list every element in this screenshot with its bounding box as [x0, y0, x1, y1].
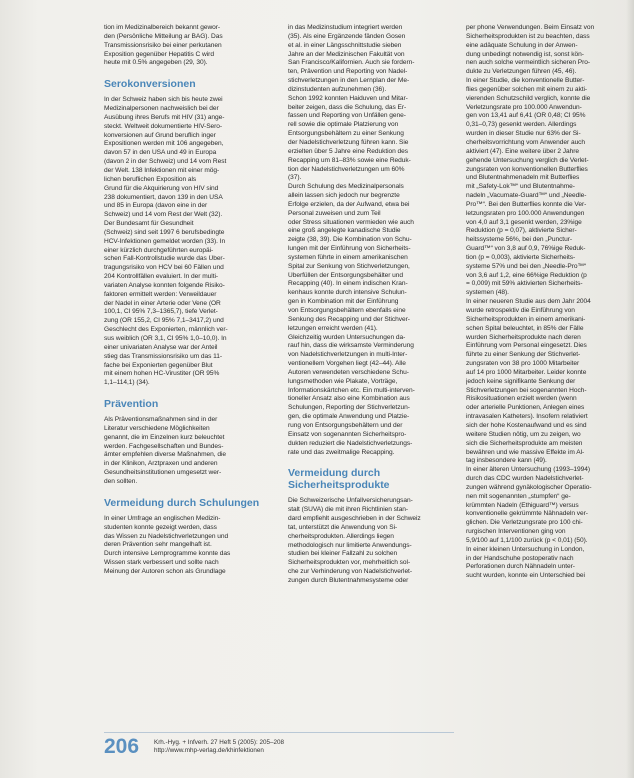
text-line: oder arterielle Punktionen, Anlegen eines	[466, 404, 585, 412]
text-line: studenten konnte gezeigt werden, dass	[104, 523, 217, 531]
text-line: Erfolge erzielen, da der Aufwand, etwa bei	[288, 200, 410, 208]
text-line: Personal zuweisen und zum Teil	[288, 209, 381, 217]
text-line: konversionen auf Grund beruflich inger	[104, 131, 216, 139]
text-line: Schon 1992 konnten Haiduven und Mitar-	[288, 94, 408, 102]
text-line: Gleichzeitig wurden Untersuchungen da-	[288, 333, 406, 341]
text-line: et al. in einer Längsschnittstudie sieben	[288, 41, 402, 49]
text-line: San Francisco/Kalifornien. Auch sie fordern-	[288, 59, 415, 67]
text-line: Jahre an der Medizinischen Fakultät von	[288, 50, 405, 58]
text-line: In einer Umfrage an englischen Medizin-	[104, 514, 221, 522]
text-line: aktiviert (47). Eine weitere über 2 Jahre	[466, 147, 580, 155]
text-line: rell sowie die optimale Platzierung von	[288, 121, 399, 129]
text-line: kenhaus konnte durch intensive Schulun-	[288, 289, 407, 297]
text-line: Informationskärtchen etc. Ein multi-interven-	[288, 386, 415, 394]
text-line: den (Persönliche Mitteilung ar BAG). Das	[104, 32, 223, 40]
text-line: fache bei Exponierten gegenüber Blut	[104, 361, 213, 369]
text-line: bewähren und wie massive Effekte im Al-	[466, 448, 585, 456]
text-line: einer kürzlich durchgeführten europäi-	[104, 246, 214, 254]
text-line: stichverletzungen in den Lernplan der Me-	[288, 77, 410, 85]
text-line: systemen führte in einem amerikanischen	[288, 253, 408, 261]
text-line: tat, unterstützt die Anwendung von Si-	[288, 523, 398, 531]
text-line: Überfüllen der Entsorgungsbehälter und	[288, 271, 404, 279]
text-line: oder Stress situationen vermieden wie auch	[288, 218, 414, 226]
text-line: Exposition gegenüber Hepatitis C wird	[104, 50, 214, 58]
text-line: rurgischen Interventionen ging von	[466, 528, 566, 536]
text-line: von Nadelstichverletzungen in multi-Inter-	[288, 351, 408, 359]
text-line: tion im Medizinalbereich bekannt gewor-	[104, 24, 221, 31]
text-line: tragungsrisiko von HCV bei 60 Fällen und	[104, 264, 224, 272]
text-line: deren Prävention sehr mangelhaft ist.	[104, 541, 212, 549]
text-line: in der Handschuhe postoperativ nach	[466, 554, 574, 562]
text-line: (35). Als eine Ergänzende fänden Gosen	[288, 32, 406, 40]
text-line: ämter empfehlen diverse Maßnahmen, die	[104, 451, 226, 459]
citation-url: http://www.mhp-verlag.de/khinfektionen	[154, 747, 264, 754]
text-line: Sicherheitsprodukten vor, mehrheitlich sol-	[288, 559, 411, 567]
text-line: durch das CDC wurden Nadelstichverlet-	[466, 475, 584, 483]
text-line: Guard™“ von 3,8 auf 0,9, 76%ige Reduk-	[466, 245, 586, 253]
text-line: Prävention	[104, 398, 159, 411]
text-line: rate und das zweitmalige Recapping.	[288, 448, 395, 456]
text-line: 1,1–114,1) (34).	[104, 379, 150, 387]
text-line: Recapping (40). In einem indischen Kran-	[288, 280, 408, 288]
paragraph	[104, 96, 272, 388]
text-line: = 0,009) mit 59% aktivierten Sicherheits-	[466, 280, 583, 288]
text-line: Entsorgungsbehältern zu einer Senkung	[288, 130, 404, 138]
text-line: Einführung vom Personal eingesetzt. Dies	[466, 342, 587, 350]
text-line: von 4,0 auf 3,1 gesenkt werden, 23%ige	[466, 218, 582, 226]
text-line: 5,9/100 auf 1,1/100 zurück (p < 0,01) (50).	[466, 536, 588, 544]
text-line: einer univariaten Analyse war der Anteil	[104, 343, 218, 351]
text-line: gen von 13,41 auf 6,41 (OR 0,48; CI 95%	[466, 112, 586, 120]
footer-rule	[104, 732, 454, 733]
text-line: 238 dokumentiert, davon 139 in den USA	[104, 193, 223, 201]
text-line: flies gegenüber solchen mit einem zu akti-	[466, 85, 588, 93]
text-line: und Blutentnahmenadeln mit Butterflies	[466, 174, 580, 182]
text-line: Verletzungsrate pro 100.000 Anwendun-	[466, 103, 582, 111]
text-line: dung unbedingt notwendig ist, sonst kön-	[466, 50, 584, 58]
text-line: Schweiz) und 14 vom Rest der Welt (32).	[104, 211, 223, 219]
text-line: zungsraten von konventionellen Butterflies	[466, 165, 588, 173]
text-line: In einer Studie, die konventionelle Butter-	[466, 77, 585, 85]
column-left	[104, 24, 272, 585]
text-line: nen auch solche vermeintlich sicheren Pro-	[466, 59, 590, 67]
text-line: das Wissen zu Nadelstichverletzungen und	[104, 532, 229, 540]
text-line: gen in Kombination mit der Einführung	[288, 298, 399, 306]
text-line: Autoren verwendeten verschiedene Schu-	[288, 368, 409, 376]
text-line: Expositionen werden mit 106 angegeben,	[104, 140, 224, 148]
text-line: Durch intensive Lernprogramme konnte das	[104, 550, 231, 558]
text-line: tion (p = 0,003), aktivierte Sicherheits-	[466, 253, 576, 261]
text-line: systemen (48).	[466, 289, 509, 297]
text-line: variaten Analyse konnten folgende Risiko-	[104, 281, 225, 289]
text-line: Der Bundesamt für Gesundheit	[104, 220, 194, 228]
text-line: (Schweiz) sind seit 1997 6 berufsbedingte	[104, 228, 225, 236]
text-line: mit „Safety-Lok™“ und Blutentnahme-	[466, 183, 575, 191]
text-line: gehende Untersuchung verglich die Verlet-	[466, 156, 589, 164]
text-line: Geschlecht des Exponierten, männlich ver-	[104, 326, 228, 334]
paragraph	[104, 24, 272, 68]
text-line: glichen. Die Verletzungsrate pro 100 chi-	[466, 519, 583, 527]
text-line: rung von Entsorgungsbehältern und der	[288, 421, 403, 429]
column-right	[466, 24, 628, 589]
text-line: vierenden Schutzschild verglich, konnte die	[466, 94, 591, 102]
text-line: schen Spital beleuchtet, in 85% der Fälle	[466, 324, 584, 332]
text-line: lungen mit der Einführung von Sicherheits-	[288, 245, 411, 253]
text-line: zungen während gynäkologischer Operatio-	[466, 483, 592, 491]
text-line: In einer neueren Studie aus dem Jahr 2004	[466, 298, 591, 306]
text-line: letzungen erreicht werden (41).	[288, 324, 378, 332]
text-line: Serokonversionen	[104, 78, 196, 91]
text-line: systeme 57% und bei den „Needle-Pro™“	[466, 262, 587, 270]
text-line: heute mit 0.5% angegeben (29, 30).	[104, 59, 208, 67]
text-line: In einer älteren Untersuchung (1993–1994)	[466, 466, 591, 474]
page-edge-shadow	[626, 0, 634, 778]
text-line: fassen und Reporting von Unfällen gene-	[288, 112, 406, 120]
text-line: Literatur verschiedene Möglichkeiten	[104, 424, 210, 432]
text-line: che zur Verhinderung von Nadelstichverlet-	[288, 568, 412, 576]
text-line: faktoren ermittelt werden: Verweildauer	[104, 290, 217, 298]
citation-line: Krh.-Hyg. + Infverh. 27 Heft 5 (2005): 205–208	[154, 739, 285, 746]
text-line: tion der Nadelstichverletzungen um 60%	[288, 165, 405, 173]
paragraph	[288, 24, 454, 457]
text-line: der Nadelstichverletzung führen kann. Sie	[288, 138, 409, 146]
text-line: Reduktion (p = 0,07), aktivierte Sicher-	[466, 227, 577, 235]
text-line: 100,1, CI 95% 7,3–1365,7), tiefe Verlet-	[104, 308, 218, 316]
text-line: cherheitsprodukten. Allerdings liegen	[288, 532, 394, 540]
text-line: steckt. Weltweit dokumentierte HIV-Sero-	[104, 122, 223, 130]
text-line: HCV-Infektionen gemeldet worden (33). In	[104, 237, 226, 245]
text-line: ventionellem Vorgehen liegt (42–44). Alle	[288, 360, 406, 368]
text-line: konventionelle gekrümmte Nähnadeln ver-	[466, 510, 588, 518]
text-line: allein lassen sich jedoch nur begrenzte	[288, 192, 400, 200]
text-line: letzungsraten pro 100.000 Anwendungen	[466, 209, 585, 217]
text-line: In einer kleinen Untersuchung in London,	[466, 545, 585, 553]
text-line: Perforationen durch Nähnadeln unter-	[466, 563, 575, 571]
text-line: zung (OR 155,2, CI 95% 7,1–3417,2) und	[104, 317, 224, 325]
text-line: sucht wurden, konnte ein Unterschied bei	[466, 572, 585, 580]
text-line: dukte zu Verletzungen führen (45, 46).	[466, 68, 577, 76]
text-line: wurden in dieser Studie nur 63% der Si-	[466, 130, 581, 138]
text-line: schen Fall-Kontrollstudie wurde das Über-	[104, 255, 225, 263]
text-line: 0,31–0,73) gesenkt werden. Allerdings	[466, 121, 577, 129]
text-line: sus weiblich (OR 3,1, CI 95% 1,0–10,0). In	[104, 335, 227, 342]
text-line: ten, Prävention und Reporting von Nadel-	[288, 68, 408, 76]
text-line: (davon 2 in der Schweiz) und 14 vom Rest	[104, 158, 227, 166]
text-line: Meinung der Autoren schon als Grundlage	[104, 567, 226, 575]
text-line: krümmten Nadeln (Ethiguard™) versus	[466, 501, 579, 509]
page-footer	[104, 736, 454, 766]
text-line: dukten reduziert die Nadelstichverletzungs-	[288, 439, 413, 447]
text-line: sich die Sicherheitsprodukte am meisten	[466, 439, 583, 447]
text-line: tioneller Ansatz also eine Kombination aus	[288, 395, 410, 403]
text-line: genannt, die im Einzelnen kurz beleuchtet	[104, 433, 225, 441]
text-line: dard empfiehlt ausgeschrieben in der Schweiz	[288, 515, 421, 523]
text-line: Sicherheitsprodukte	[288, 479, 390, 492]
text-line: stieg das Transmissionsrisiko um das 11-	[104, 352, 223, 360]
text-line: (37).	[288, 174, 302, 182]
text-line: wurde retrospektiv die Einführung von	[466, 307, 575, 314]
text-line: Sicherheitsprodukten in einem amerikani-	[466, 315, 586, 323]
text-line: Wissen stark verbessert und sollte nach	[104, 559, 219, 567]
text-line: tag insbesondere kann (49).	[466, 457, 547, 465]
text-line: lichen beruflichen Exposition als	[104, 175, 197, 183]
section-heading	[104, 497, 272, 509]
text-line: Recapping um 81–83% sowie eine Reduk-	[288, 156, 411, 164]
text-line: der Nadel in einer Arterie oder Vene (OR	[104, 299, 221, 307]
text-line: cherheitsvorrichtung vom Anwender auch	[466, 138, 586, 146]
text-line: nen mit sogenannten „stumpfen“ ge-	[466, 492, 571, 500]
text-line: und 85 in Europa (davon eine in der	[104, 202, 208, 210]
text-line: intravasalen Katheters). Insofern relativiert	[466, 413, 588, 421]
text-line: eine adäquate Schulung in der Anwen-	[466, 41, 578, 49]
text-line: mit einem hohen HC-Virustiter (OR 95%	[104, 370, 220, 378]
text-line: von 3,6 auf 1,2, eine 66%ige Reduktion (p	[466, 271, 587, 279]
text-line: lungsmethoden wie Plakate, Vorträge,	[288, 377, 398, 385]
text-line: sich der hohe Kostenaufwand und es sind	[466, 421, 587, 429]
text-line: zungen durch Blutentnahmesysteme oder	[288, 576, 409, 584]
section-heading	[104, 398, 272, 410]
text-line: weitere Studien nötig, um zu zeigen, wo	[466, 430, 581, 438]
text-line: Stichverletzungen bei sogenannten Hoch-	[466, 386, 587, 394]
text-line: der Welt. 138 Infektionen mit einer mög-	[104, 166, 220, 174]
text-line: Medizinalpersonen nachweislich bei der	[104, 105, 219, 113]
text-line: den sollten.	[104, 477, 138, 485]
text-line: Transmissionsrisiko bei einer perkutanen	[104, 41, 222, 49]
text-line: werden. Fachgesellschaften und Bundes-	[104, 442, 224, 450]
text-line: in das Medizinstudium integriert werden	[288, 24, 403, 31]
text-line: Senkung des Recapping und der Stichver-	[288, 315, 410, 323]
text-line: Gesundheitsinstitutionen umgesetzt wer-	[104, 469, 222, 477]
text-line: dizinstudenten aufzunehmen (36).	[288, 85, 387, 93]
text-line: in der Klinikon, Arztpraxen und anderen	[104, 460, 218, 468]
text-line: In der Schweiz haben sich bis heute zwei	[104, 96, 223, 104]
paragraph	[288, 497, 454, 585]
text-line: Spital zur Senkung von Stichverletzungen,	[288, 262, 410, 270]
section-heading	[104, 78, 272, 90]
text-line: zungsraten von 38 pro 1000 Mitarbeiter	[466, 360, 580, 368]
text-line: Risikosituationen erzielt werden (wenn	[466, 395, 577, 403]
page-number: 206	[104, 735, 140, 758]
text-line: Als Präventionsmaßnahmen sind in der	[104, 416, 218, 424]
text-line: Einsatz von sogenannten Sicherheitspro-	[288, 430, 407, 438]
text-line: Die Schweizerische Unfallversicherungsan-	[288, 497, 413, 505]
text-line: Pro™“. Bei den Butterflies konnte die Ver-	[466, 200, 587, 208]
text-line: erzielten über 5 Jahre eine Reduktion des	[288, 147, 409, 155]
text-line: Vermeidung durch	[288, 467, 381, 480]
text-line: Vermeidung durch Schulungen	[104, 496, 260, 509]
text-line: methodologisch nur limitierte Anwendungs-	[288, 541, 412, 549]
text-line: von Entsorgungsbehältern ebenfalls eine	[288, 307, 406, 314]
text-line: führte zu einer Senkung der Stichverlet-	[466, 351, 581, 359]
column-middle	[288, 24, 454, 594]
text-line: Grund für die Akquirierung von HIV sind	[104, 184, 219, 192]
text-line: gen, die optimale Anwendung und Platzie-	[288, 413, 410, 421]
text-line: davon 57 in den USA und 49 in Europa	[104, 149, 217, 157]
paragraph	[104, 515, 272, 577]
text-line: eine groß angelegte kanadische Studie	[288, 227, 401, 235]
text-line: studien bei kleiner Fallzahl zu solchen	[288, 550, 398, 558]
text-line: Schulungen, Reporting der Stichverletzun-	[288, 404, 410, 412]
text-line: rauf hin, dass die wirksamste Verminderung	[288, 342, 414, 350]
section-heading	[288, 467, 454, 491]
paragraph	[104, 416, 272, 487]
text-line: Durch Schulung des Medizinalpersonals	[288, 183, 404, 191]
text-line: per phone Verwendungen. Beim Einsatz von	[466, 24, 595, 31]
text-line: jedoch keine signifikante Senkung der	[466, 377, 576, 385]
text-line: zeigte (38, 39). Die Kombination von Schu-	[288, 236, 412, 244]
text-line: beiter zeigen, dass die Schulung, das Er-	[288, 103, 407, 111]
text-line: Ausübung ihres Berufs mit HIV (31) ange-	[104, 113, 225, 121]
text-line: heitssysteme 56%, bei den „Punctur-	[466, 236, 573, 244]
text-line: 204 Kontrollfällen evaluiert. In der multi-	[104, 273, 219, 281]
text-line: auf 14 pro 1000 Mitarbeiter. Leider konnte	[466, 368, 587, 376]
paragraph	[466, 24, 628, 581]
citation	[154, 739, 284, 755]
text-line: nadeln „Vacumate-Guard™“ und „Needle-	[466, 192, 587, 200]
text-line: wurden Sicherheitsprodukte nach deren	[466, 333, 581, 341]
text-line: stalt (SUVA) die mit ihren Richtlinien stan-	[288, 506, 409, 514]
text-line: Sicherheitsprodukten ist zu beachten, dass	[466, 32, 590, 40]
